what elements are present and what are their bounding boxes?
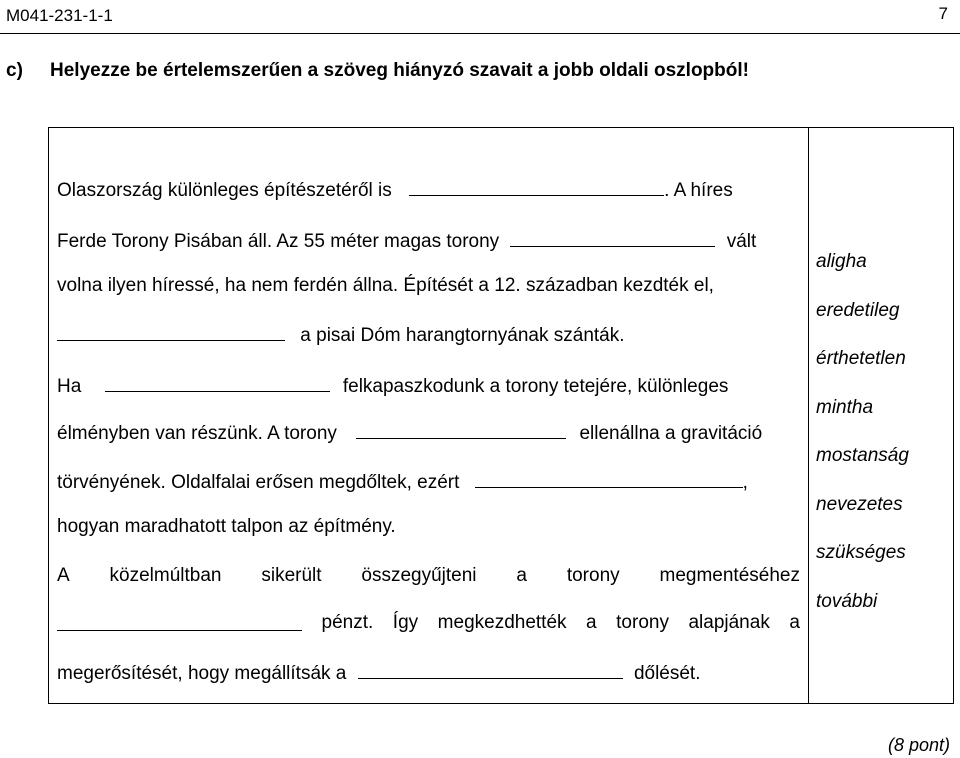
blank-5[interactable]: [356, 420, 566, 439]
line-4-text: a pisai Dóm harangtornyának szánták.: [300, 325, 625, 346]
line-9-word: a: [516, 565, 527, 586]
line-9-word: összegyűjteni: [361, 565, 477, 586]
line-10-word: alapjának: [688, 612, 770, 633]
line-5-text-b: felkapaszkodunk a torony tetejére, különleges: [342, 376, 729, 397]
exam-code: M041-231-1-1: [6, 6, 113, 25]
line-5-text-a: Ha: [57, 376, 82, 397]
line-1-text-b: . A híres: [664, 180, 733, 201]
line-9-word: A: [57, 565, 70, 586]
word-bank-item[interactable]: mintha: [816, 396, 874, 418]
task-number: c): [6, 60, 23, 81]
line-9-word: közelmúltban: [109, 565, 222, 586]
page-number: 7: [938, 4, 948, 23]
word-bank-item[interactable]: mostanság: [816, 445, 909, 466]
blank-1[interactable]: [409, 177, 664, 196]
line-7-text-b: ,: [742, 472, 748, 493]
blank-4[interactable]: [105, 373, 330, 392]
line-10-word: a: [789, 612, 800, 633]
text-line-4: [57, 322, 800, 347]
line-10-word: megkezdhették: [437, 612, 567, 633]
text-line-2: [57, 228, 800, 253]
line-9-word: megmentéséhez: [659, 565, 800, 586]
blank-3[interactable]: [57, 322, 285, 341]
line-10-word: Így: [392, 612, 419, 633]
line-10-word: a: [586, 612, 597, 633]
line-11-text-a: megerősítését, hogy megállítsák a: [57, 663, 347, 684]
line-6-text-b: ellenállna a gravitáció: [579, 423, 763, 444]
text-line-8: hogyan maradhatott talpon az építmény.: [57, 516, 396, 537]
text-line-10: [57, 612, 800, 634]
blank-6[interactable]: [475, 469, 743, 488]
line-1-text-a: Olaszország különleges építészetéről is: [57, 180, 392, 201]
line-9-word: torony: [566, 565, 620, 586]
word-bank: [816, 251, 909, 639]
word-bank-item[interactable]: aligha: [816, 251, 867, 272]
line-10-word: pénzt.: [321, 612, 374, 633]
header-rule: [0, 33, 960, 34]
task-instruction: [6, 60, 749, 82]
line-6-text-a: élményben van részünk. A torony: [57, 423, 337, 444]
word-bank-item[interactable]: szükséges: [816, 542, 906, 563]
word-bank-item[interactable]: eredetileg: [816, 299, 900, 321]
blank-7[interactable]: [57, 612, 302, 631]
blank-8[interactable]: [358, 660, 623, 679]
text-line-7: [57, 469, 800, 494]
line-10-word: torony: [616, 612, 669, 633]
line-7-text-a: törvényének. Oldalfalai erősen megdőltek, ezért: [57, 472, 460, 493]
points-label: (8 pont): [887, 735, 950, 755]
line-2-text-a: Ferde Torony Pisában áll. Az 55 méter magas torony: [57, 231, 500, 252]
word-bank-item[interactable]: nevezetes: [816, 493, 903, 515]
instruction-text: Helyezze be értelemszerűen a szöveg hiányzó szavait a jobb oldali oszlopból!: [50, 60, 749, 81]
word-bank-item[interactable]: érthetetlen: [816, 348, 906, 369]
text-line-9: [57, 565, 800, 587]
line-2-text-b: vált: [726, 231, 757, 252]
text-line-3: volna ilyen híressé, ha nem ferdén állna. Építését a 12. században kezdték el,: [57, 275, 714, 296]
column-divider: [808, 127, 809, 704]
blank-2[interactable]: [510, 228, 715, 247]
text-line-11: [57, 660, 800, 685]
line-11-text-b: dőlését.: [633, 663, 701, 684]
text-line-6: [57, 420, 800, 445]
text-line-5: [57, 373, 800, 398]
line-9-word: sikerült: [261, 565, 322, 586]
word-bank-item[interactable]: további: [816, 590, 878, 612]
text-line-1: [57, 177, 800, 202]
